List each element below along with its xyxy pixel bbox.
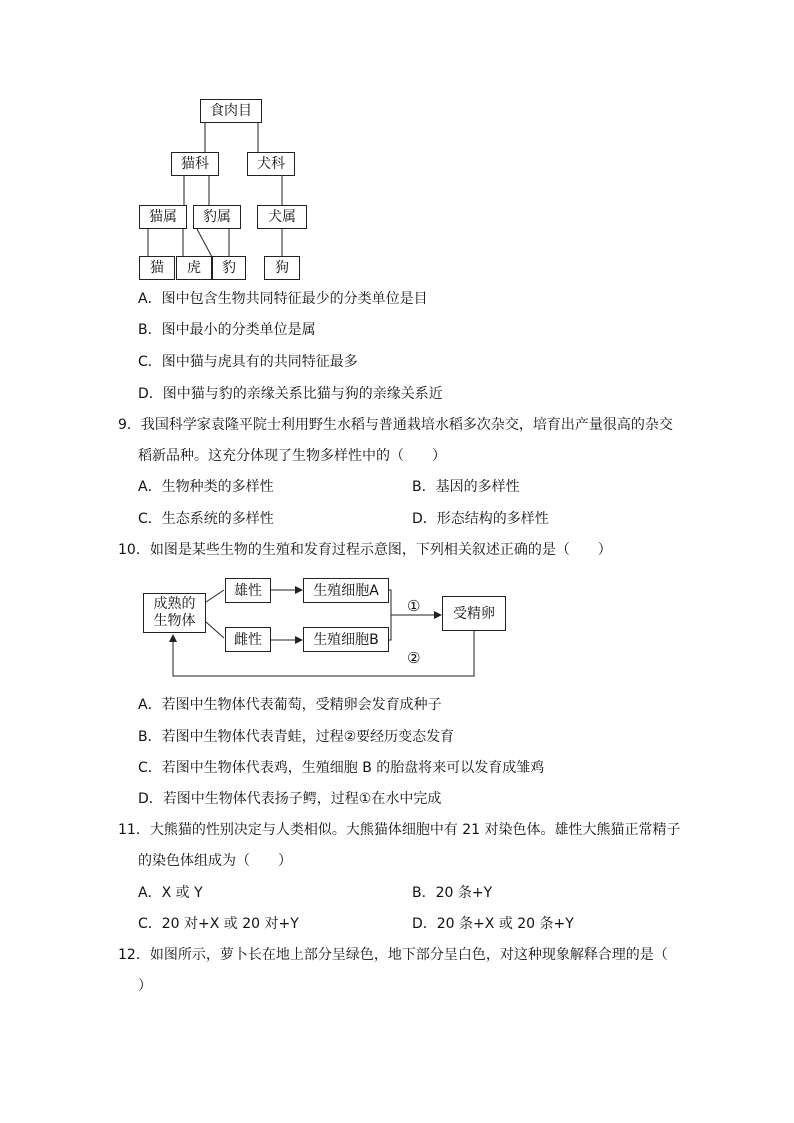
q9-option-c: C．生态系统的多样性 [138, 511, 274, 527]
q8-option-c: C．图中猫与虎具有的共同特征最多 [138, 354, 358, 370]
q10-option-b: B．若图中生物体代表青蛙，过程②要经历变态发育 [138, 729, 455, 745]
diagram-germ-cell-b-node: 生殖细胞B [303, 627, 389, 652]
q8-option-d: D．图中猫与豹的亲缘关系比猫与狗的亲缘关系近 [138, 386, 443, 402]
diagram-adult-line1: 成熟的 [153, 596, 196, 612]
diagram-male-node: 雄性 [225, 578, 271, 603]
q10-option-a: A．若图中生物体代表葡萄，受精卵会发育成种子 [138, 697, 442, 713]
q11-option-c: C．20 对+X 或 20 对+Y [138, 916, 299, 932]
tree-genus-dog-node: 犬属 [257, 205, 307, 229]
diagram-germ-cell-a-node: 生殖细胞A [303, 578, 389, 603]
q11-option-b: B．20 条+Y [412, 885, 493, 901]
q9-option-b: B．基因的多样性 [412, 479, 520, 495]
diagram-adult-organism [143, 593, 206, 633]
q9-stem-line2: 稻新品种。这充分体现了生物多样性中的（ ） [138, 448, 446, 464]
q11-stem-line1: 11．大熊猫的性别决定与人类相似。大熊猫体细胞中有 21 对染色体。雄性大熊猫正常精子 [118, 822, 681, 838]
tree-species-tiger-node: 虎 [176, 256, 212, 280]
q9-option-d: D．形态结构的多样性 [412, 511, 549, 527]
diagram-female-node: 雌性 [225, 627, 271, 652]
diagram-step2-label: ② [407, 649, 421, 667]
tree-order-node: 食肉目 [200, 99, 262, 123]
diagram-zygote-node: 受精卵 [442, 596, 506, 631]
tree-genus-cat-node: 猫属 [139, 205, 187, 229]
tree-species-dog-node: 狗 [264, 256, 300, 280]
q9-option-a: A．生物种类的多样性 [138, 479, 274, 495]
q10-option-c: C．若图中生物体代表鸡，生殖细胞 B 的胎盘将来可以发育成雏鸡 [138, 760, 545, 776]
tree-species-cat-node: 猫 [139, 256, 175, 280]
q12-stem-line1: 12．如图所示，萝卜长在地上部分呈绿色，地下部分呈白色，对这种现象解释合理的是（ [118, 947, 668, 963]
diagram-adult-line2: 生物体 [153, 613, 196, 629]
q10-stem: 10．如图是某些生物的生殖和发育过程示意图，下列相关叙述正确的是（ ） [118, 542, 612, 558]
q8-option-a: A．图中包含生物共同特征最少的分类单位是目 [138, 291, 428, 307]
diagram-step1-label: ① [407, 597, 421, 615]
q11-stem-line2: 的染色体组成为（ ） [138, 853, 292, 869]
q10-option-d: D．若图中生物体代表扬子鳄，过程①在水中完成 [138, 791, 442, 807]
q11-option-d: D．20 条+X 或 20 条+Y [412, 916, 574, 932]
tree-genus-leopard-node: 豹属 [193, 205, 241, 229]
tree-family-dog-node: 犬科 [247, 152, 295, 176]
tree-family-cat-node: 猫科 [171, 152, 219, 176]
q9-stem-line1: 9．我国科学家袁隆平院士利用野生水稻与普通栽培水稻多次杂交，培育出产量很高的杂交 [118, 417, 673, 433]
q11-option-a: A．X 或 Y [138, 885, 203, 901]
tree-species-leopard-node: 豹 [212, 256, 246, 280]
q12-stem-line2: ） [138, 978, 152, 994]
q8-option-b: B．图中最小的分类单位是属 [138, 322, 316, 338]
